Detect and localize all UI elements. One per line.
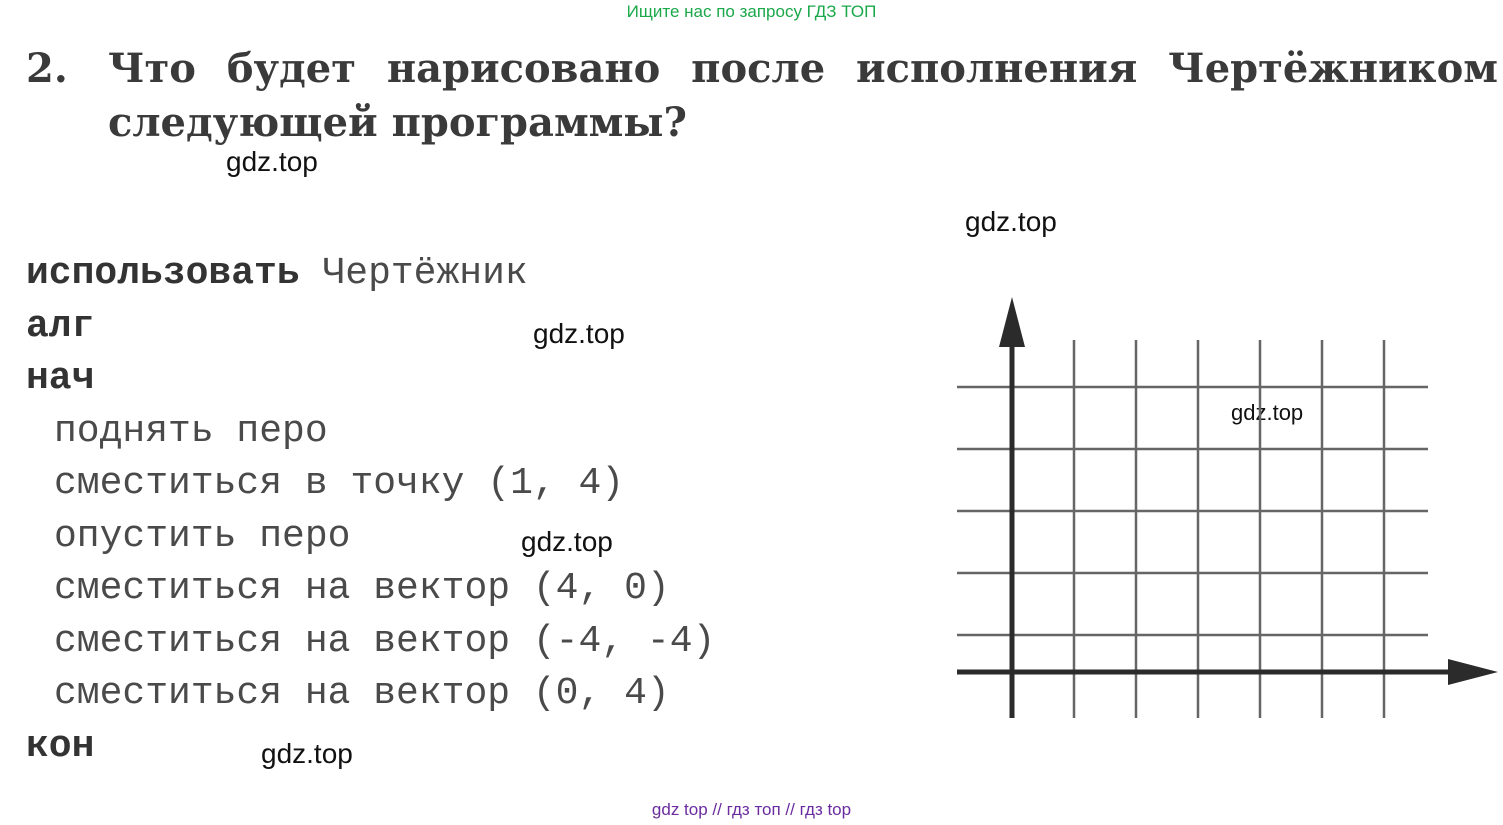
y-axis-arrow-icon (999, 297, 1025, 347)
axes (957, 297, 1498, 718)
code-line: сместиться на вектор (4, 0) (54, 567, 670, 610)
question-word: Что (108, 45, 196, 92)
search-banner[interactable]: Ищите нас по запросу ГДЗ ТОП (626, 2, 877, 21)
code-line: сместиться на вектор (-4, -4) (54, 619, 716, 663)
grid-lines (957, 340, 1428, 718)
question-line-2: следующей программы? (108, 99, 687, 146)
coordinate-grid (955, 295, 1500, 725)
watermark: gdz.top (533, 318, 625, 349)
executor-name: Чертёжник (322, 252, 528, 295)
code-line: сместиться в точку (1, 4) (54, 462, 625, 505)
program-code (26, 248, 715, 773)
question-line-1 (108, 42, 1498, 96)
watermark: gdz.top (1231, 400, 1304, 425)
watermark: gdz.top (226, 146, 318, 177)
question-word: нарисовано (386, 45, 661, 92)
keyword-alg: алг (26, 304, 95, 348)
watermark: gdz.top (521, 526, 613, 557)
x-axis-arrow-icon (1448, 659, 1498, 685)
watermark: gdz.top (965, 206, 1057, 237)
question-word: исполнения (855, 45, 1138, 92)
watermark: gdz.top (261, 738, 353, 769)
question-word: после (691, 45, 826, 92)
keyword-end: кон (26, 724, 95, 768)
question-word: будет (226, 45, 356, 92)
keyword-use: использовать (26, 252, 300, 295)
keyword-begin: нач (26, 357, 95, 400)
code-line: сместиться на вектор (0, 4) (54, 672, 670, 715)
code-line: опустить перо (54, 514, 351, 558)
code-line-use (26, 248, 715, 301)
question-word: Чертёжником (1168, 45, 1498, 92)
footer-links[interactable]: gdz top // гдз топ // гдз top (651, 800, 852, 819)
task-number: 2. (26, 45, 68, 92)
code-line: поднять перо (54, 409, 328, 453)
